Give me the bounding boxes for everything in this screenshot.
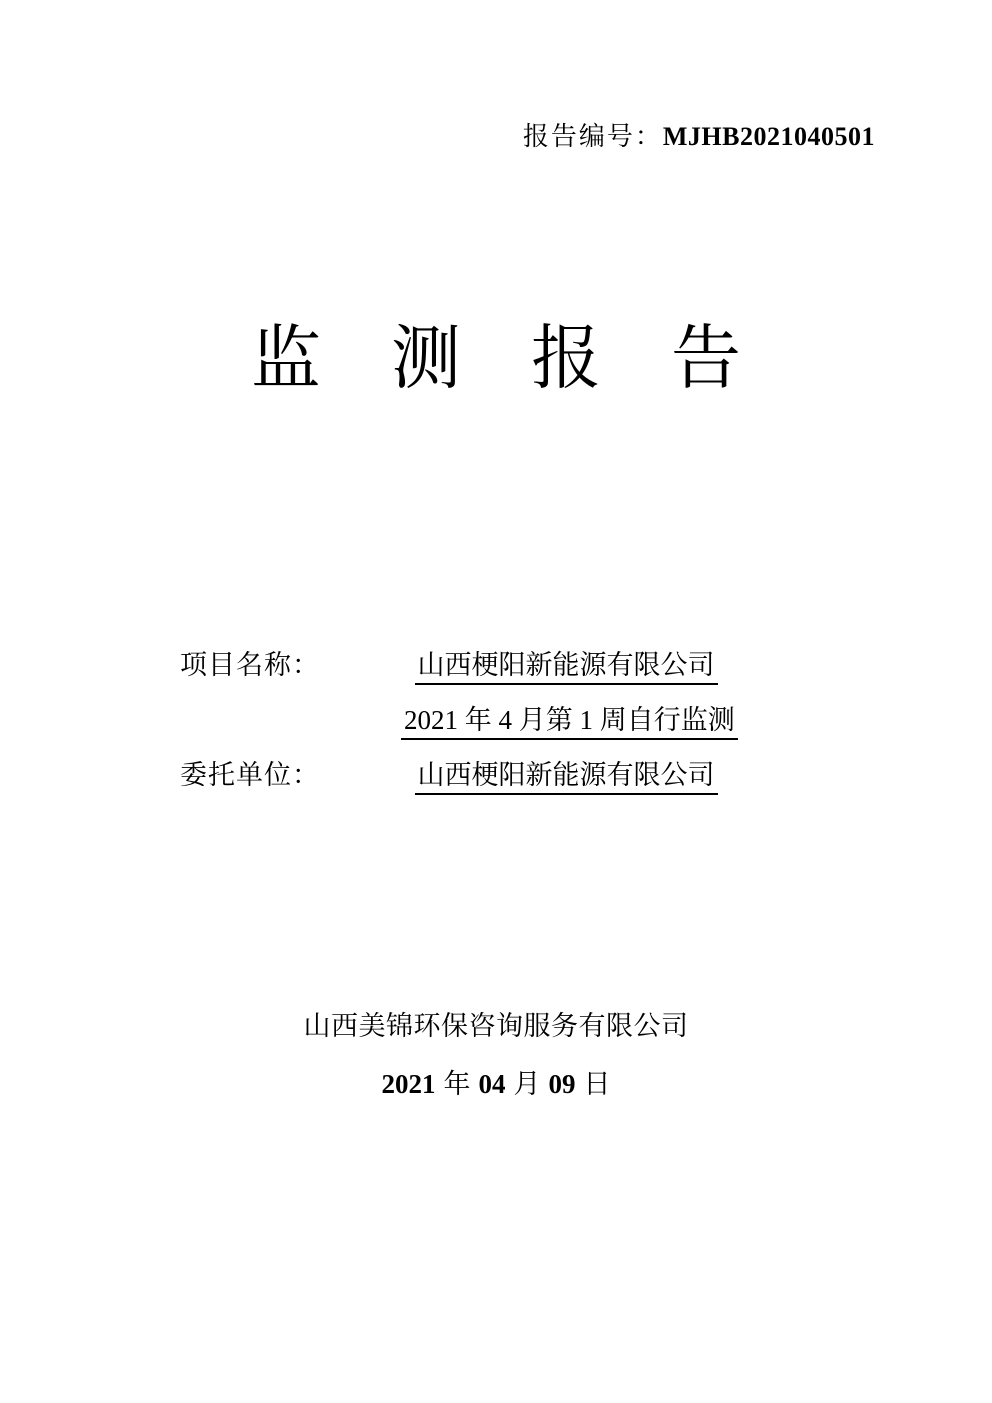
issue-date bbox=[0, 1062, 992, 1101]
project-name-row-continued bbox=[180, 704, 735, 737]
report-number-value: MJHB2021040501 bbox=[662, 122, 875, 151]
fields-block bbox=[180, 649, 735, 814]
issue-date-month-unit: 月 bbox=[513, 1069, 541, 1099]
report-number bbox=[523, 116, 875, 153]
client-value: 山西梗阳新能源有限公司 bbox=[415, 760, 718, 795]
project-name-line2: 2021 年 4 月第 1 周自行监测 bbox=[401, 705, 738, 740]
project-name-line1: 山西梗阳新能源有限公司 bbox=[415, 650, 718, 685]
page-title: 监测报告 bbox=[251, 321, 811, 398]
project-name-row bbox=[180, 649, 731, 682]
report-number-label: 报告编号： bbox=[522, 122, 663, 151]
issue-date-day-unit: 日 bbox=[583, 1069, 611, 1099]
project-name-value-line2-cell bbox=[401, 704, 735, 737]
client-row bbox=[180, 759, 731, 792]
issuer-company: 山西美锦环保咨询服务有限公司 bbox=[303, 1011, 689, 1041]
client-label: 委托单位： bbox=[180, 760, 320, 790]
issue-date-year-unit: 年 bbox=[443, 1069, 471, 1099]
issue-date-day: 09 bbox=[548, 1069, 576, 1099]
client-value-cell bbox=[401, 759, 731, 792]
issue-date-year: 2021 bbox=[381, 1069, 436, 1099]
project-name-value-line1-cell bbox=[401, 649, 731, 682]
project-name-label: 项目名称： bbox=[180, 650, 320, 680]
issue-date-month: 04 bbox=[478, 1069, 506, 1099]
